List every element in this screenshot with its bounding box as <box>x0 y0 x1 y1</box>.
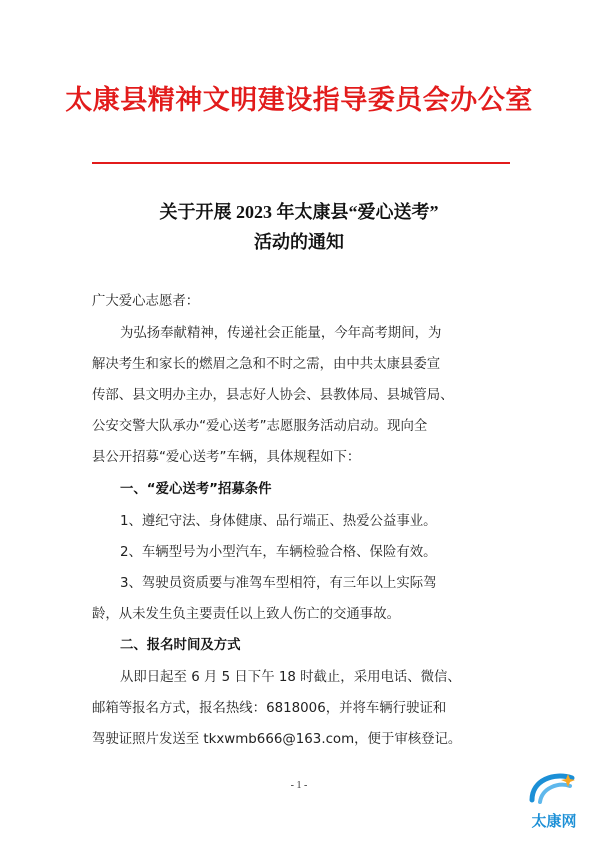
issuing-office-title: 太康县精神文明建设指导委员会办公室 <box>65 85 533 116</box>
section-1-heading: 一、“爱心送考”招募条件 <box>120 482 272 497</box>
red-divider-line <box>92 162 510 164</box>
section-1-item-3: 3、驾驶员资质要与准驾车型相符，有三年以上实际驾 <box>120 576 437 591</box>
section-2-heading: 二、报名时间及方式 <box>120 638 241 653</box>
intro-line-4: 公安交警大队承办“爱心送考”志愿服务活动启动。现向全 <box>92 419 428 434</box>
intro-line-2: 解决考生和家长的燃眉之急和不时之需，由中共太康县委宣 <box>92 357 441 372</box>
section-2-line-2: 邮箱等报名方式，报名热线：6818006，并将车辆行驶证和 <box>92 701 447 716</box>
intro-line-3: 传部、县文明办主办，县志好人协会、县教体局、县城管局、 <box>92 388 454 403</box>
watermark-site-name: 太康网 <box>531 812 577 830</box>
section-1-item-1: 1、遵纪守法、身体健康、品行端正、热爱公益事业。 <box>120 514 437 529</box>
intro-line-5: 县公开招募“爱心送考”车辆，具体规程如下： <box>92 450 361 465</box>
section-1-item-2: 2、车辆型号为小型汽车，车辆检验合格、保险有效。 <box>120 545 437 560</box>
site-watermark-logo <box>518 766 590 838</box>
notice-title-line-1: 关于开展 2023 年太康县“爱心送考” <box>159 202 439 222</box>
page-number: - 1 - <box>290 780 308 791</box>
section-1-item-3-cont: 龄，从未发生负主要责任以上致人伤亡的交通事故。 <box>92 607 400 622</box>
intro-line-1: 为弘扬奉献精神，传递社会正能量，今年高考期间，为 <box>120 326 442 341</box>
watermark-swoosh-icon <box>518 766 590 810</box>
section-2-line-1: 从即日起至 6 月 5 日下午 18 时截止，采用电话、微信、 <box>120 670 461 685</box>
notice-title-line-2: 活动的通知 <box>254 232 344 252</box>
section-2-line-3: 驾驶证照片发送至 tkxwmb666@163.com，便于审核登记。 <box>92 732 462 747</box>
salutation: 广大爱心志愿者： <box>92 294 200 309</box>
